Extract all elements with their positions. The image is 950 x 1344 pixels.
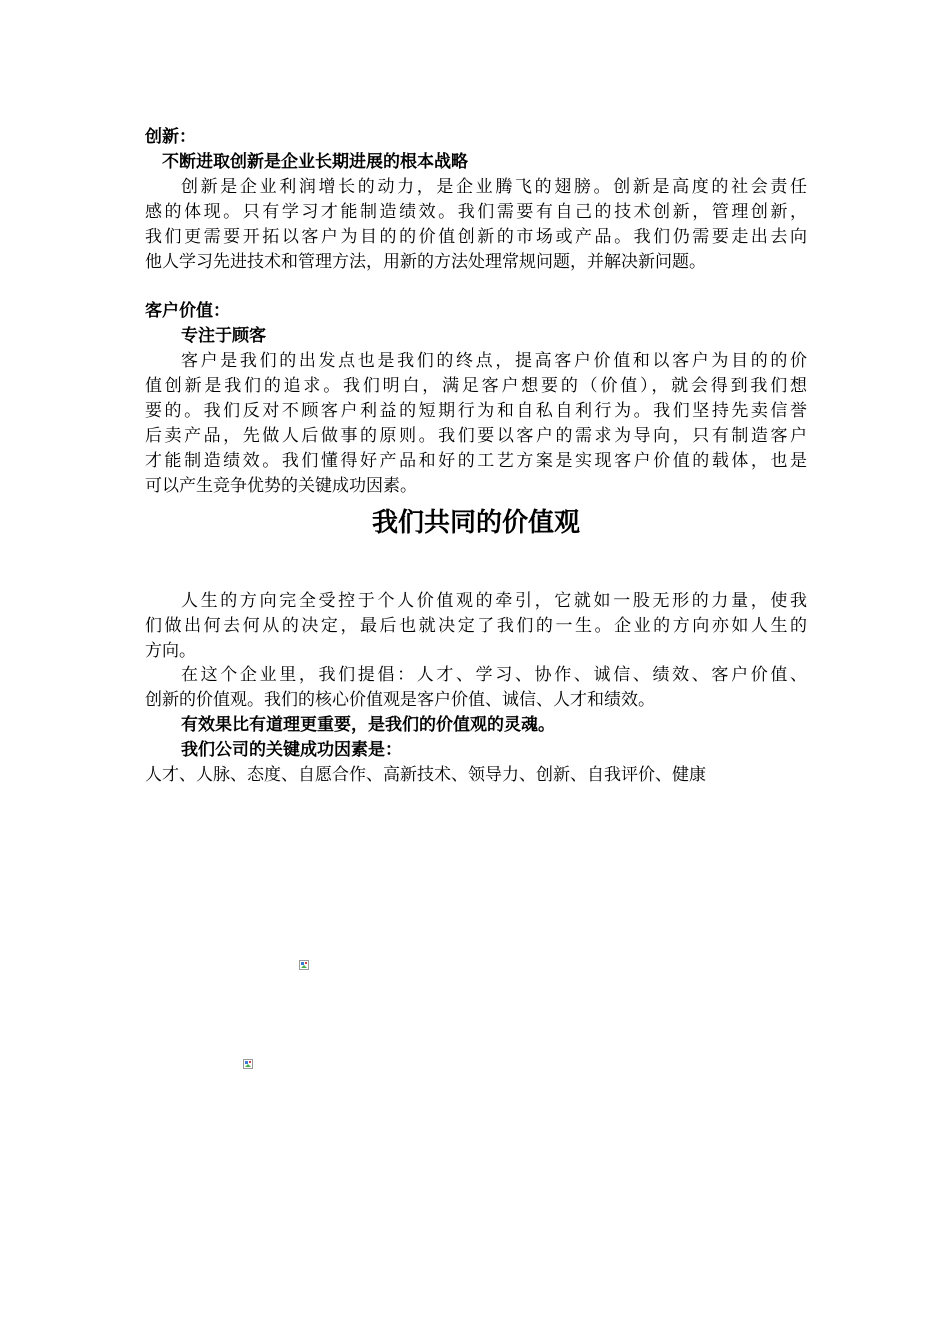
page-title: 我们共同的价值观 bbox=[371, 508, 580, 538]
paragraph-line: 他人学习先进技术和管理方法，用新的方法处理常规问题，并解决新问题。 bbox=[145, 252, 706, 272]
section-heading-customer-value: 客户价值： bbox=[145, 301, 230, 321]
broken-image-icon bbox=[243, 1059, 253, 1069]
paragraph-line: 我们更需要开拓以客户为目的的价值创新的市场或产品。我们仍需要走出去向 bbox=[145, 227, 807, 247]
paragraph-line: 人生的方向完全受控于个人价值观的牵引，它就如一股无形的力量，使我 bbox=[181, 591, 807, 611]
paragraph-line: 要的。我们反对不顾客户利益的短期行为和自私自利行为。我们坚持先卖信誉 bbox=[145, 401, 807, 421]
key-factors-heading: 我们公司的关键成功因素是： bbox=[181, 740, 402, 760]
paragraph-line: 值创新是我们的追求。我们明白，满足客户想要的（价值），就会得到我们想 bbox=[145, 376, 807, 396]
paragraph-line: 才能制造绩效。我们懂得好产品和好的工艺方案是实现客户价值的载体，也是 bbox=[145, 451, 807, 471]
paragraph-line: 方向。 bbox=[145, 641, 196, 661]
section-subheading-customer-value: 专注于顾客 bbox=[181, 326, 266, 346]
paragraph-line: 后卖产品，先做人后做事的原则。我们要以客户的需求为导向，只有制造客户 bbox=[145, 426, 807, 446]
paragraph-line: 在这个企业里，我们提倡：人才、学习、协作、诚信、绩效、客户价值、 bbox=[181, 665, 807, 685]
section-heading-innovation: 创新： bbox=[145, 127, 196, 147]
section-subheading-innovation: 不断进取创新是企业长期进展的根本战略 bbox=[162, 152, 468, 172]
paragraph-line: 可以产生竞争优势的关键成功因素。 bbox=[145, 476, 417, 496]
key-factors-list: 人才、人脉、态度、自愿合作、高新技术、领导力、创新、自我评价、健康 bbox=[145, 765, 706, 785]
paragraph-line: 创新是企业利润增长的动力，是企业腾飞的翅膀。创新是高度的社会责任 bbox=[181, 177, 807, 197]
paragraph-line: 感的体现。只有学习才能制造绩效。我们需要有自己的技术创新，管理创新， bbox=[145, 202, 807, 222]
soul-statement: 有效果比有道理更重要，是我们的价值观的灵魂。 bbox=[181, 715, 555, 735]
broken-image-icon bbox=[299, 960, 309, 970]
paragraph-line: 们做出何去何从的决定，最后也就决定了我们的一生。企业的方向亦如人生的 bbox=[145, 616, 807, 636]
paragraph-line: 客户是我们的出发点也是我们的终点，提高客户价值和以客户为目的的价 bbox=[181, 351, 807, 371]
paragraph-line: 创新的价值观。我们的核心价值观是客户价值、诚信、人才和绩效。 bbox=[145, 690, 655, 710]
